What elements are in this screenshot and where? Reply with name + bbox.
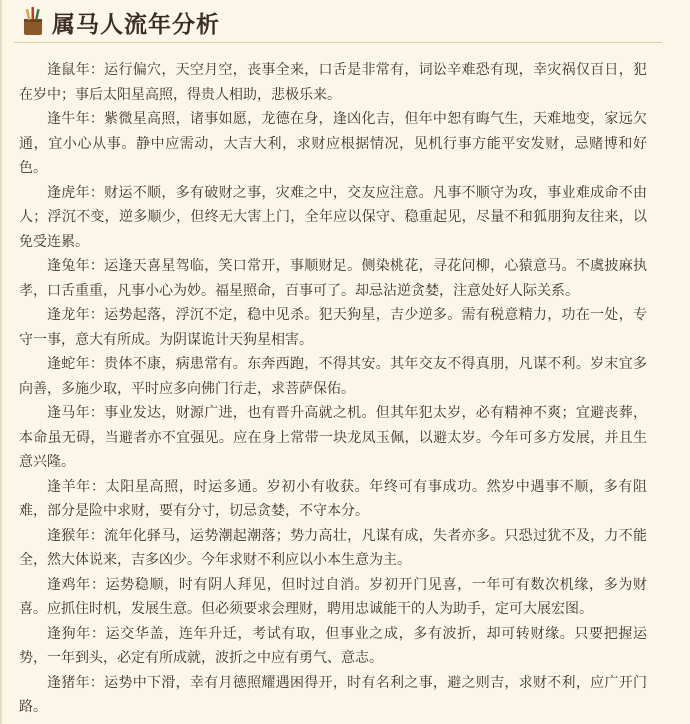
entry-tiger-year bbox=[19, 181, 647, 255]
entry-label: 逢猪年： bbox=[47, 674, 105, 691]
entry-ox-year bbox=[19, 107, 647, 181]
entry-label: 逢蛇年： bbox=[47, 356, 105, 372]
entry-rabbit-year bbox=[19, 254, 647, 303]
entry-text: 运势起落，浮沉不定，稳中见杀。犯天狗星，吉少逆多。需有税意精力，功在一处，专守一事，意大有所成。为阴谋诡计天狗星相害。 bbox=[19, 307, 647, 348]
entry-text: 运行偏穴，天空月空，丧事全来，口舌是非常有，词讼辛难恐有现，幸灾祸仅百日，犯在岁中；事后太阳星高照，得贵人相助，悲极乐来。 bbox=[19, 62, 647, 103]
entry-rat-year bbox=[19, 58, 647, 107]
entry-text: 流年化驿马，运势潮起潮落；势力高壮，凡谋有成，失者亦多。只恐过犹不及，力不能全，然大体说来，吉多凶少。今年求财不利应以小本生意为主。 bbox=[19, 527, 647, 568]
entry-label: 逢鸡年： bbox=[47, 576, 106, 593]
entry-label: 逢狗年： bbox=[47, 625, 106, 642]
entry-label: 逢猴年： bbox=[47, 527, 105, 544]
entry-dog-year bbox=[19, 622, 647, 671]
entry-label: 逢虎年： bbox=[47, 184, 105, 201]
entry-goat-year bbox=[19, 475, 647, 524]
entry-label: 逢羊年： bbox=[47, 478, 106, 495]
entry-label: 逢鼠年： bbox=[47, 62, 105, 78]
entry-text: 运交华盖，连年升迁，考试有取，但事业之成，多有波折，却可转财缘。只要把握运势，一年到头，必定有所成就，波折之中应有勇气、意志。 bbox=[19, 625, 648, 666]
entry-label: 逢兔年： bbox=[47, 258, 105, 274]
entry-text: 太阳星高照，时运多通。岁初小有收获。年终可有事成功。然岁中遇事不顺，多有阻难，部分是险中求财，要有分寸，切忌贪婪，不守本分。 bbox=[19, 478, 648, 519]
page-title: 属马人流年分析 bbox=[52, 12, 220, 38]
article-body bbox=[19, 58, 647, 720]
entry-rooster-year bbox=[19, 573, 647, 622]
page-edge bbox=[0, 0, 2, 724]
entry-snake-year bbox=[19, 352, 647, 401]
entry-dragon-year bbox=[19, 303, 647, 352]
entry-label: 逢马年： bbox=[47, 405, 105, 421]
entry-label: 逢龙年： bbox=[47, 307, 105, 323]
entry-pig-year bbox=[19, 671, 647, 720]
entry-text: 运逢天喜星驾临，笑口常开，事顺财足。侧染桃花，寻花问柳，心猿意马。不虞披麻执孝，口舌重重，凡事小心为妙。福星照命，百事可了。却忌沾逆贪婪，注意处好人际关系。 bbox=[19, 258, 647, 299]
entry-text: 运势中下滑，幸有月德照耀遇困得开，时有名利之事，避之则吉，求财不利，应广开门路。 bbox=[19, 674, 647, 715]
entry-text: 运势稳顺，时有阴人拜见，但时过自消。岁初开门见喜，一年可有数次机缘，多为财喜。应抓住时机，发展生意。但必须要求会理财，聘用忠诚能干的人为助手，定可大展宏图。 bbox=[19, 576, 648, 617]
entry-text: 紫微星高照，诸事如愿，龙德在身，逢凶化吉，但年中恕有晦气生，天难地变，家远欠通，宜小心从事。静中应需动，大吉大利，求财应根据情况，见机行事方能平安发财，忌赌博和好色。 bbox=[19, 111, 647, 176]
entry-text: 财运不顺，多有破财之事，灾难之中，交友应注意。凡事不顺守为攻，事业难成命不由人；浮沉不变，逆多顺少，但终无大害上门，全年应以保守、稳重起见，尽量不和狐朋狗友往来，以免受连累。 bbox=[19, 184, 647, 250]
entry-monkey-year bbox=[19, 524, 647, 573]
entry-label: 逢牛年： bbox=[47, 111, 105, 127]
pencil-cup-icon bbox=[22, 6, 44, 36]
entry-text: 事业发达，财源广进，也有晋升高就之机。但其年犯太岁，必有精神不爽；宜避丧葬，本命虽无碍，当避者亦不宜强见。应在身上常带一块龙凤玉佩，以避太岁。今年可多方发展，并且生意兴隆。 bbox=[19, 405, 647, 470]
entry-text: 贵体不康，病患常有。东奔西跑，不得其安。其年交友不得真朋，凡谋不利。岁末宜多向善，多施少取，平时应多向佛门行走，求菩萨保佑。 bbox=[19, 356, 647, 397]
article-header bbox=[14, 0, 662, 43]
entry-horse-year bbox=[19, 401, 647, 475]
